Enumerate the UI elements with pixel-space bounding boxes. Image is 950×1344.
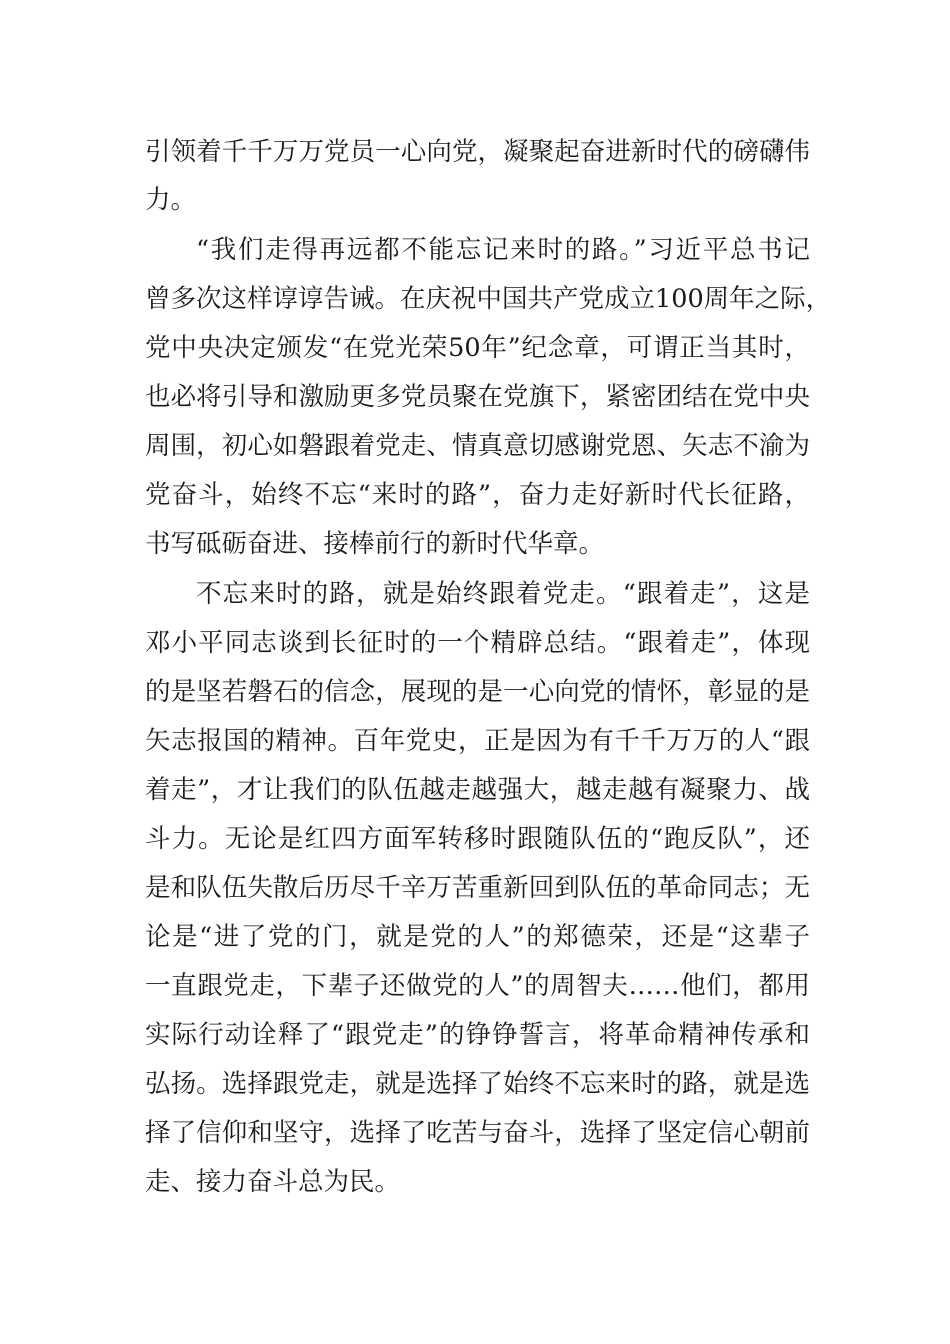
paragraph-3-line-7: 是和队伍失散后历尽千辛万苦重新回到队伍的革命同志；无 — [145, 873, 810, 903]
paragraph-3-line-8: 论是“进了党的门，就是党的人”的郑德荣，还是“这辈子 — [145, 922, 810, 952]
paragraph-3-line-3: 的是坚若磐石的信念，展现的是一心向党的情怀，彰显的是 — [145, 677, 810, 707]
paragraph-1-line-2: 力。 — [145, 185, 197, 215]
paragraph-3-line-5: 着走”，才让我们的队伍越走越强大，越走越有凝聚力、战 — [145, 775, 810, 805]
paragraph-2-line-5: 周围，初心如磐跟着党走、情真意切感谢党恩、矢志不渝为 — [145, 431, 810, 461]
paragraph-3-line-12: 择了信仰和坚守，选择了吃苦与奋斗，选择了坚定信心朝前 — [145, 1118, 810, 1148]
paragraph-3-line-11: 弘扬。选择跟党走，就是选择了始终不忘来时的路，就是选 — [145, 1069, 810, 1099]
paragraph-3-line-4: 矢志报国的精神。百年党史，正是因为有千千万万的人“跟 — [145, 726, 810, 756]
paragraph-2-line-3: 党中央决定颁发“在党光荣50年”纪念章，可谓正当其时， — [145, 333, 810, 363]
paragraph-2-line-2: 曾多次这样谆谆告诫。在庆祝中国共产党成立100周年之际， — [145, 284, 832, 314]
paragraph-3-line-2: 邓小平同志谈到长征时的一个精辟总结。“跟着走”，体现 — [145, 628, 810, 658]
paragraph-3-line-6: 斗力。无论是红四方面军转移时跟随队伍的“跑反队”，还 — [145, 824, 810, 854]
paragraph-3-line-9: 一直跟党走，下辈子还做党的人”的周智夫……他们，都用 — [145, 971, 810, 1001]
paragraph-2-line-6: 党奋斗，始终不忘“来时的路”，奋力走好新时代长征路， — [145, 480, 810, 510]
paragraph-1-line-1: 引领着千千万万党员一心向党，凝聚起奋进新时代的磅礴伟 — [145, 137, 810, 167]
paragraph-2-line-4: 也必将引导和激励更多党员聚在党旗下，紧密团结在党中央 — [145, 382, 810, 412]
paragraph-3-line-1: 不忘来时的路，就是始终跟着党走。“跟着走”，这是 — [196, 579, 810, 609]
paragraph-3-line-10: 实际行动诠释了“跟党走”的铮铮誓言，将革命精神传承和 — [145, 1020, 810, 1050]
paragraph-2-line-1: “我们走得再远都不能忘记来时的路。”习近平总书记 — [196, 235, 810, 265]
paragraph-3-line-13: 走、接力奋斗总为民。 — [145, 1167, 401, 1197]
paragraph-2-line-7: 书写砥砺奋进、接棒前行的新时代华章。 — [145, 529, 605, 559]
